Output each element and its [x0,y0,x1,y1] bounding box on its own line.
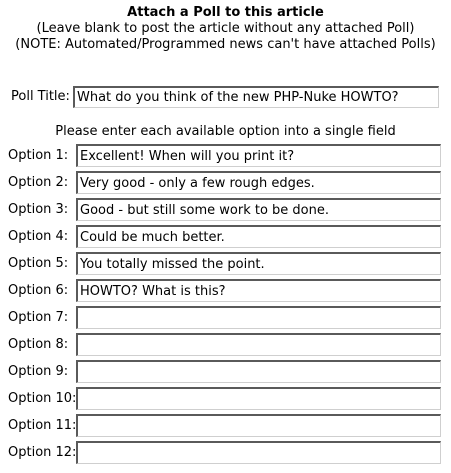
option-row-12 [8,441,442,464]
option-input-11[interactable] [76,414,441,437]
option-label-1: Option 1: [8,148,69,163]
poll-title-input[interactable] [73,86,439,108]
option-row-4 [8,225,442,248]
option-input-1[interactable] [76,144,441,167]
option-input-5[interactable] [76,252,441,275]
option-input-6[interactable] [76,279,441,302]
option-label-12: Option 12: [8,445,77,460]
option-row-1 [8,144,442,167]
option-label-7: Option 7: [8,310,69,325]
poll-header [0,5,451,53]
option-row-11 [8,414,442,437]
option-input-7[interactable] [76,306,441,329]
option-row-10 [8,387,442,410]
option-label-10: Option 10: [8,391,77,406]
option-label-2: Option 2: [8,175,69,190]
option-row-8 [8,333,442,356]
option-label-5: Option 5: [8,256,69,271]
option-label-6: Option 6: [8,283,69,298]
option-row-6 [8,279,442,302]
option-label-11: Option 11: [8,418,77,433]
option-input-2[interactable] [76,171,441,194]
poll-section-title: Attach a Poll to this article [127,5,324,20]
option-input-9[interactable] [76,360,441,383]
poll-title-label: Poll Title: [11,89,70,104]
option-row-3 [8,198,442,221]
option-row-7 [8,306,442,329]
poll-note-automated: (NOTE: Automated/Programmed news can't have attached Polls) [15,37,436,52]
option-row-5 [8,252,442,275]
option-label-3: Option 3: [8,202,69,217]
option-label-9: Option 9: [8,364,69,379]
option-label-8: Option 8: [8,337,69,352]
option-input-10[interactable] [76,387,441,410]
option-row-2 [8,171,442,194]
option-row-9 [8,360,442,383]
option-input-12[interactable] [76,441,441,464]
option-input-3[interactable] [76,198,441,221]
option-label-4: Option 4: [8,229,69,244]
option-input-4[interactable] [76,225,441,248]
poll-note-blank: (Leave blank to post the article without any attached Poll) [36,21,415,36]
poll-title-row [11,86,441,108]
option-input-8[interactable] [76,333,441,356]
options-instructions: Please enter each available option into a single field [55,124,396,139]
